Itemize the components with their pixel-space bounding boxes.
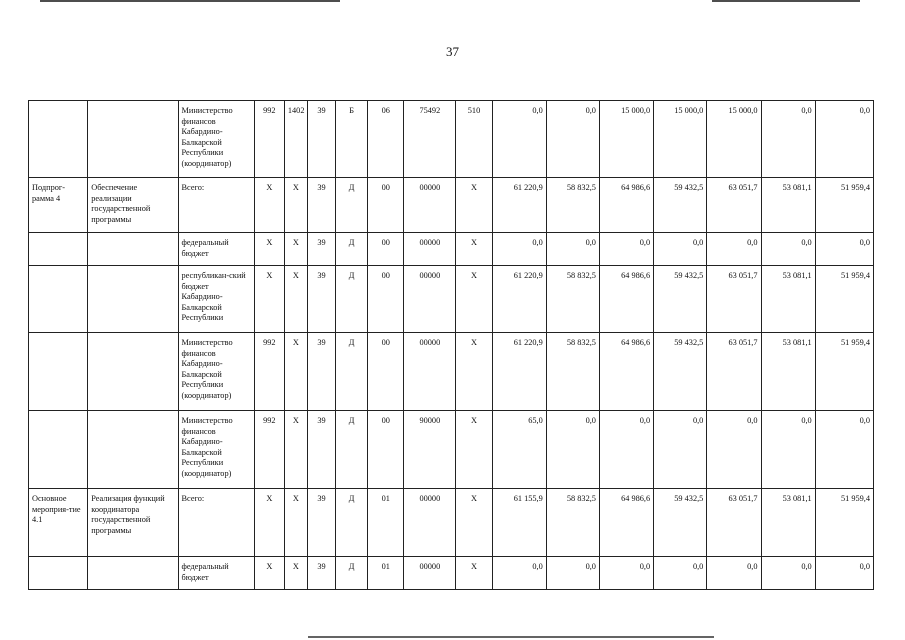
cell-amount-5: 63 051,7 [707,178,761,233]
cell-amount-1: 0,0 [492,233,546,266]
cell-grbs: X [254,233,284,266]
scan-edge-top-right [712,0,860,2]
cell-amount-3: 0,0 [599,411,653,489]
cell-grbs: X [254,266,284,333]
cell-amount-3: 0,0 [599,557,653,590]
cell-source: Министерство финансов Кабардино-Балкарской Республики (координатор) [178,333,254,411]
cell-amount-3: 15 000,0 [599,101,653,178]
cell-rz: X [284,411,307,489]
cell-description: Обеспечение реализации государственной программы [88,178,178,233]
cell-grbs: X [254,557,284,590]
cell-rz: X [284,333,307,411]
table-row [29,266,874,333]
cell-source: Министерство финансов Кабардино-Балкарской Республики (координатор) [178,411,254,489]
cell-amount-1: 61 220,9 [492,178,546,233]
cell-vr: X [456,411,492,489]
table-row [29,101,874,178]
cell-description [88,333,178,411]
cell-amount-7: 51 959,4 [815,178,873,233]
cell-amount-5: 0,0 [707,557,761,590]
cell-source: Всего: [178,489,254,557]
scan-edge-top-left [40,0,340,2]
cell-csr-sub: Б [336,101,368,178]
cell-csr-sub: Д [336,557,368,590]
cell-amount-1: 61 220,9 [492,333,546,411]
cell-amount-4: 15 000,0 [654,101,707,178]
cell-amount-6: 53 081,1 [761,333,815,411]
cell-csr-direction: 00000 [404,557,456,590]
table-row [29,411,874,489]
cell-csr-program: 39 [307,489,335,557]
cell-csr-sub: Д [336,233,368,266]
cell-csr-sub: Д [336,333,368,411]
cell-amount-6: 53 081,1 [761,266,815,333]
cell-amount-6: 0,0 [761,233,815,266]
cell-amount-5: 63 051,7 [707,333,761,411]
cell-amount-4: 0,0 [654,557,707,590]
cell-amount-3: 64 986,6 [599,266,653,333]
cell-csr-program: 39 [307,266,335,333]
cell-amount-7: 0,0 [815,101,873,178]
cell-rz: X [284,489,307,557]
cell-csr-sub: Д [336,178,368,233]
cell-description [88,233,178,266]
cell-amount-4: 59 432,5 [654,333,707,411]
cell-amount-2: 58 832,5 [546,489,599,557]
cell-vr: X [456,266,492,333]
cell-program [29,333,88,411]
cell-amount-5: 63 051,7 [707,266,761,333]
cell-amount-7: 0,0 [815,557,873,590]
page-number: 37 [446,44,459,59]
cell-amount-7: 0,0 [815,233,873,266]
cell-rz: X [284,557,307,590]
cell-csr-direction: 90000 [404,411,456,489]
cell-source: Министерство финансов Кабардино-Балкарской Республики (координатор) [178,101,254,178]
cell-vr: X [456,178,492,233]
cell-amount-7: 51 959,4 [815,333,873,411]
cell-csr-direction: 00000 [404,266,456,333]
cell-amount-6: 0,0 [761,101,815,178]
cell-description: Реализация функций координатора государственной программы [88,489,178,557]
cell-description [88,411,178,489]
table-row [29,178,874,233]
cell-csr-event: 00 [368,266,404,333]
cell-csr-program: 39 [307,333,335,411]
table-row [29,233,874,266]
cell-csr-sub: Д [336,489,368,557]
cell-amount-4: 0,0 [654,233,707,266]
cell-csr-program: 39 [307,101,335,178]
cell-vr: X [456,557,492,590]
cell-program [29,266,88,333]
cell-csr-program: 39 [307,411,335,489]
cell-vr: X [456,333,492,411]
cell-program: Основное мероприя-тие 4.1 [29,489,88,557]
cell-rz: 1402 [284,101,307,178]
cell-amount-1: 65,0 [492,411,546,489]
cell-amount-7: 0,0 [815,411,873,489]
cell-amount-1: 0,0 [492,557,546,590]
cell-source: федеральный бюджет [178,557,254,590]
cell-vr: X [456,489,492,557]
cell-grbs: X [254,489,284,557]
cell-amount-3: 0,0 [599,233,653,266]
cell-grbs: 992 [254,411,284,489]
budget-table [28,100,874,590]
cell-amount-2: 0,0 [546,101,599,178]
budget-table-body [29,101,874,590]
cell-rz: X [284,178,307,233]
cell-amount-4: 0,0 [654,411,707,489]
cell-csr-event: 01 [368,557,404,590]
cell-source: федеральный бюджет [178,233,254,266]
cell-amount-7: 51 959,4 [815,266,873,333]
cell-amount-3: 64 986,6 [599,333,653,411]
cell-amount-6: 53 081,1 [761,178,815,233]
cell-amount-5: 0,0 [707,411,761,489]
cell-grbs: X [254,178,284,233]
cell-program [29,557,88,590]
cell-csr-direction: 00000 [404,333,456,411]
cell-rz: X [284,233,307,266]
cell-amount-3: 64 986,6 [599,178,653,233]
cell-source: Всего: [178,178,254,233]
cell-csr-event: 00 [368,233,404,266]
cell-csr-event: 01 [368,489,404,557]
cell-amount-2: 58 832,5 [546,178,599,233]
cell-amount-5: 63 051,7 [707,489,761,557]
table-row [29,333,874,411]
cell-csr-direction: 75492 [404,101,456,178]
cell-description [88,266,178,333]
cell-amount-2: 0,0 [546,233,599,266]
cell-csr-sub: Д [336,266,368,333]
cell-amount-1: 61 155,9 [492,489,546,557]
cell-amount-6: 0,0 [761,411,815,489]
cell-amount-4: 59 432,5 [654,178,707,233]
cell-amount-4: 59 432,5 [654,266,707,333]
cell-program [29,233,88,266]
cell-source: республикан-ский бюджет Кабардино-Балкарской Республики [178,266,254,333]
cell-amount-2: 0,0 [546,411,599,489]
table-row [29,489,874,557]
cell-amount-2: 58 832,5 [546,333,599,411]
cell-csr-direction: 00000 [404,178,456,233]
cell-vr: 510 [456,101,492,178]
cell-description [88,557,178,590]
cell-rz: X [284,266,307,333]
cell-amount-6: 0,0 [761,557,815,590]
cell-amount-4: 59 432,5 [654,489,707,557]
cell-amount-5: 0,0 [707,233,761,266]
cell-amount-7: 51 959,4 [815,489,873,557]
cell-csr-event: 00 [368,333,404,411]
cell-csr-program: 39 [307,178,335,233]
cell-amount-5: 15 000,0 [707,101,761,178]
table-row [29,557,874,590]
cell-amount-2: 58 832,5 [546,266,599,333]
scan-edge-bottom [308,636,714,638]
cell-csr-program: 39 [307,557,335,590]
cell-program [29,411,88,489]
cell-grbs: 992 [254,101,284,178]
cell-csr-event: 00 [368,178,404,233]
cell-grbs: 992 [254,333,284,411]
cell-description [88,101,178,178]
cell-amount-3: 64 986,6 [599,489,653,557]
cell-amount-6: 53 081,1 [761,489,815,557]
cell-amount-1: 0,0 [492,101,546,178]
cell-amount-2: 0,0 [546,557,599,590]
cell-csr-event: 06 [368,101,404,178]
cell-csr-event: 00 [368,411,404,489]
cell-program [29,101,88,178]
cell-csr-sub: Д [336,411,368,489]
cell-csr-direction: 00000 [404,489,456,557]
cell-csr-program: 39 [307,233,335,266]
cell-vr: X [456,233,492,266]
cell-amount-1: 61 220,9 [492,266,546,333]
cell-csr-direction: 00000 [404,233,456,266]
cell-program: Подпрог-рамма 4 [29,178,88,233]
